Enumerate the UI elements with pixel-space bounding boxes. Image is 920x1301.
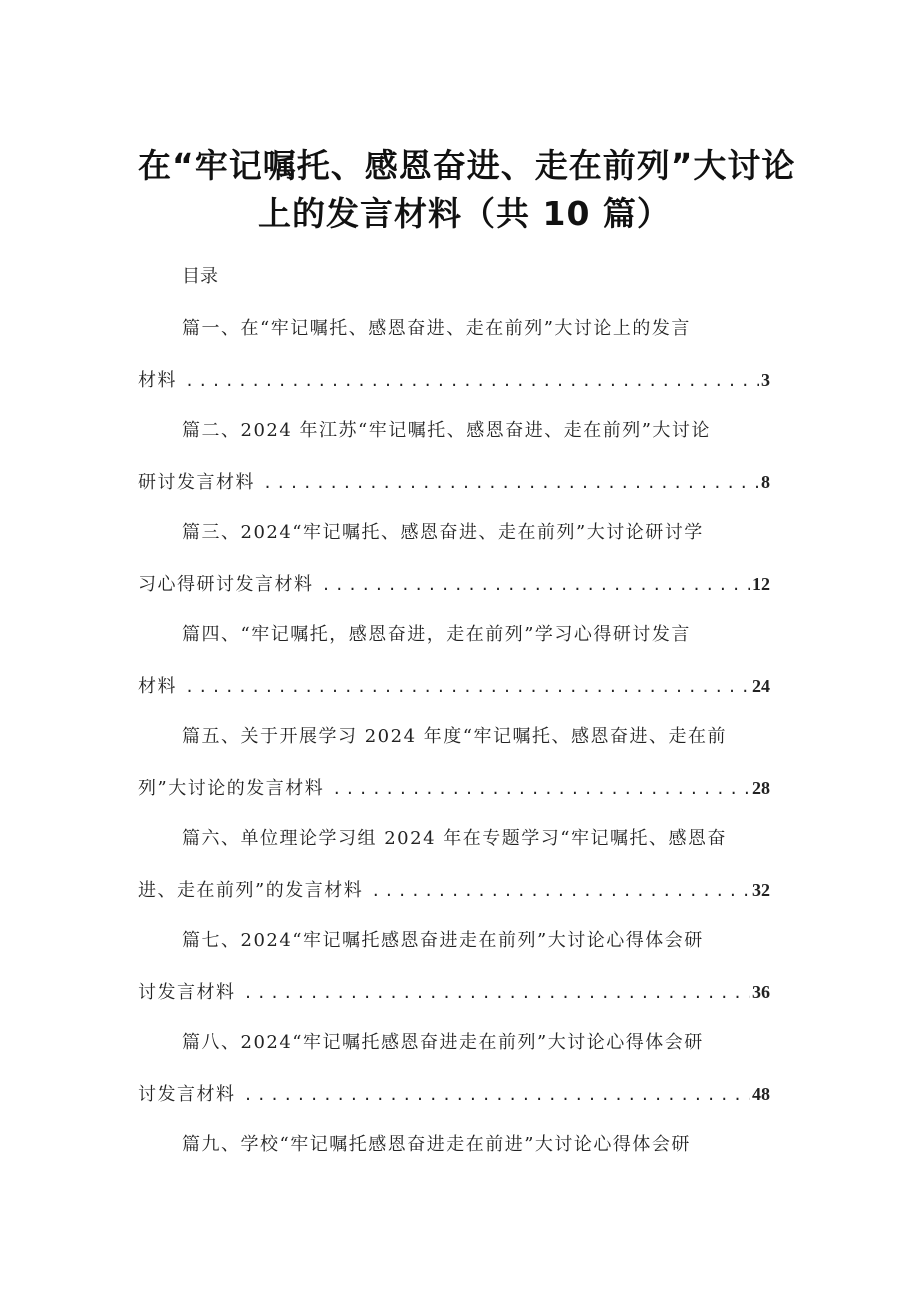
toc-entry-3-title[interactable]: 篇三、2024“牢记嘱托、感恩奋进、走在前列”大讨论研讨学 [182,522,704,543]
toc-entry-1-title-end: 材料 [138,370,177,391]
toc-entry-7-page-number: 36 [752,982,770,1002]
toc-entry-6-continuation[interactable] [138,876,770,902]
toc-dot-leader [185,678,750,696]
toc-entry-1-title[interactable]: 篇一、在“牢记嘱托、感恩奋进、走在前列”大讨论上的发言 [182,318,691,339]
toc-entry-1-page-number: 3 [761,370,770,390]
toc-entry-8-page-number: 48 [752,1084,770,1104]
toc-entry-6-page-number: 32 [752,880,770,900]
toc-entry-6-title-end: 进、走在前列”的发言材料 [138,880,364,901]
toc-entry-5-title-end: 列”大讨论的发言材料 [138,778,325,799]
document-title-line-2: 上的发言材料（共 10 篇） [258,194,671,233]
toc-dot-leader [244,1086,751,1104]
toc-entry-7-continuation[interactable] [138,978,770,1004]
toc-heading: 目录 [182,266,218,287]
toc-entry-9-title[interactable]: 篇九、学校“牢记嘱托感恩奋进走在前进”大讨论心得体会研 [182,1134,691,1155]
toc-entry-2-page-number: 8 [761,472,770,492]
toc-entry-4-title[interactable]: 篇四、“牢记嘱托，感恩奋进，走在前列”学习心得研讨发言 [182,624,691,645]
toc-entry-1-continuation[interactable] [138,366,770,392]
toc-entry-4-continuation[interactable] [138,672,770,698]
toc-entry-5-page-number: 28 [752,778,770,798]
toc-dot-leader [332,780,750,798]
toc-entry-2-title-end: 研讨发言材料 [138,472,255,493]
toc-entry-7-title-end: 讨发言材料 [138,982,236,1003]
toc-entry-3-title-end: 习心得研讨发言材料 [138,574,314,595]
toc-dot-leader [263,474,759,492]
toc-entry-8-title[interactable]: 篇八、2024“牢记嘱托感恩奋进走在前列”大讨论心得体会研 [182,1032,704,1053]
toc-entry-4-page-number: 24 [752,676,770,696]
toc-entry-3-continuation[interactable] [138,570,770,596]
toc-dot-leader [322,576,751,594]
toc-dot-leader [244,984,751,1002]
toc-entry-4-title-end: 材料 [138,676,177,697]
toc-entry-6-title[interactable]: 篇六、单位理论学习组 2024 年在专题学习“牢记嘱托、感恩奋 [182,828,727,849]
toc-entry-5-continuation[interactable] [138,774,770,800]
toc-entry-2-continuation[interactable] [138,468,770,494]
toc-dot-leader [185,372,759,390]
toc-entry-3-page-number: 12 [752,574,770,594]
toc-entry-2-title[interactable]: 篇二、2024 年江苏“牢记嘱托、感恩奋进、走在前列”大讨论 [182,420,711,441]
document-title-line-1: 在“牢记嘱托、感恩奋进、走在前列”大讨论 [138,146,796,185]
toc-entry-7-title[interactable]: 篇七、2024“牢记嘱托感恩奋进走在前列”大讨论心得体会研 [182,930,704,951]
toc-entry-8-continuation[interactable] [138,1080,770,1106]
toc-entry-8-title-end: 讨发言材料 [138,1084,236,1105]
toc-entry-5-title[interactable]: 篇五、关于开展学习 2024 年度“牢记嘱托、感恩奋进、走在前 [182,726,727,747]
toc-dot-leader [371,882,750,900]
